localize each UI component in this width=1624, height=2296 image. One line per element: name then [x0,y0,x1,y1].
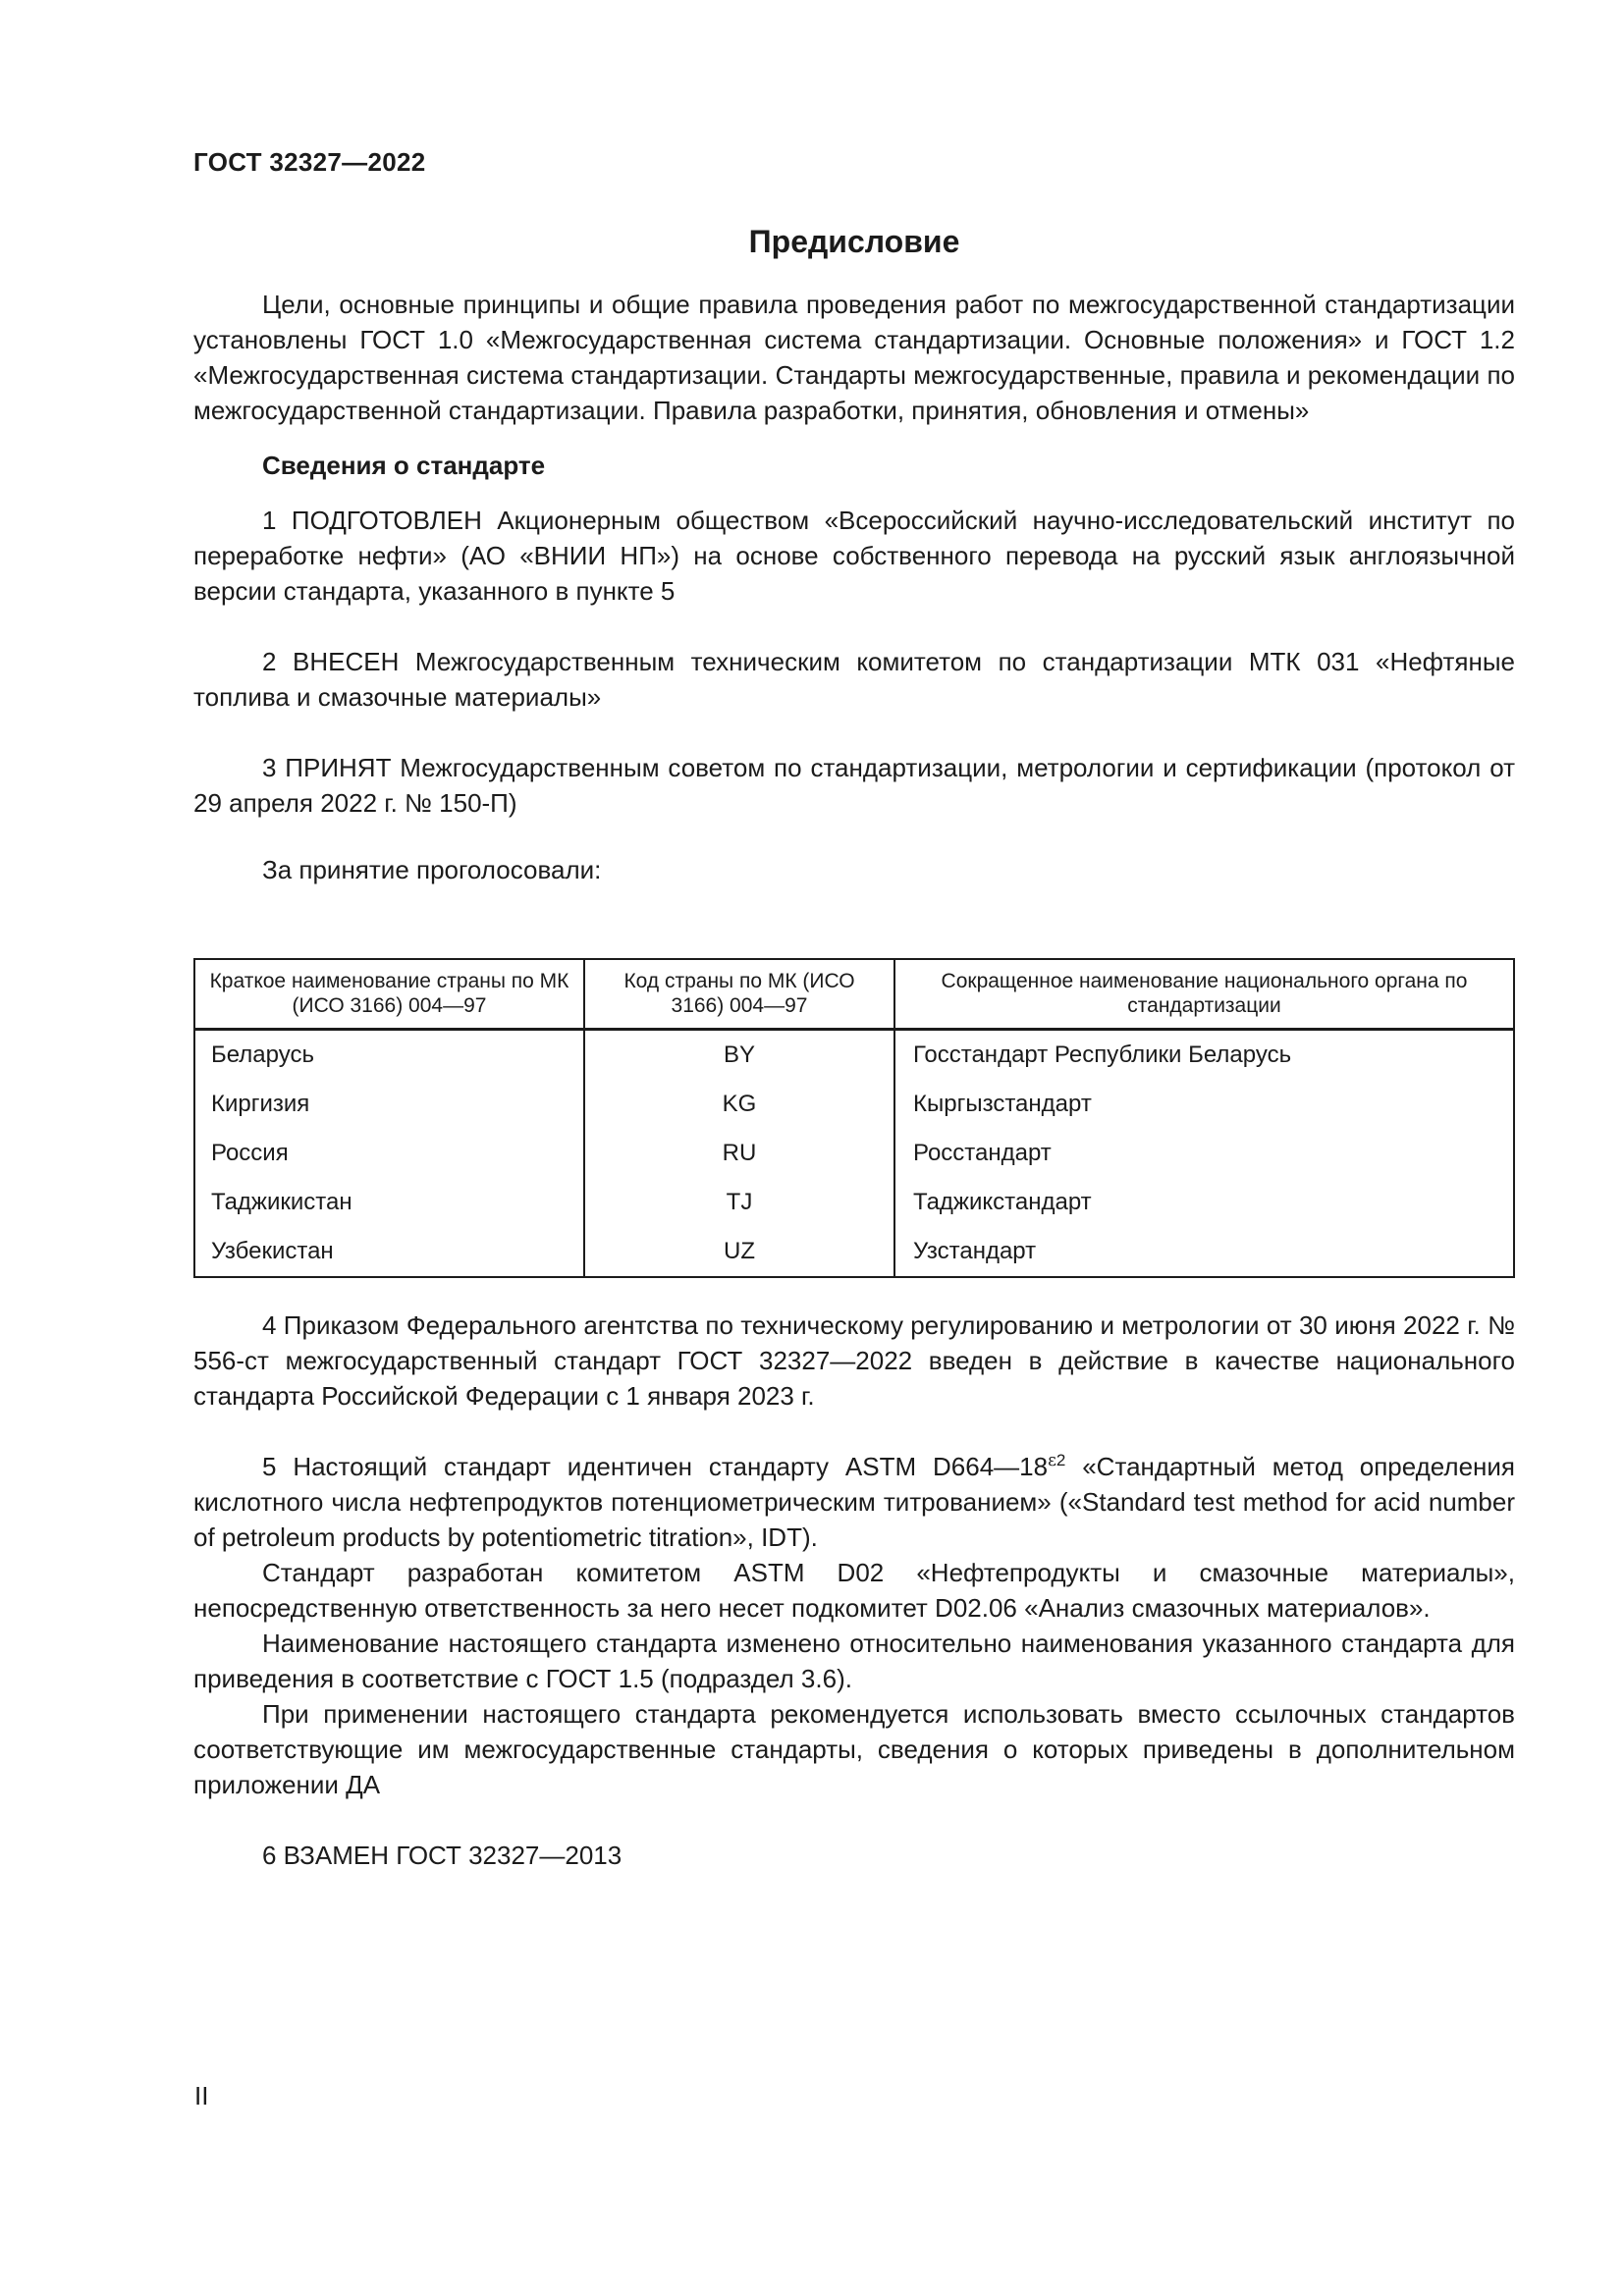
edition-number: 2 [1056,1451,1066,1469]
item-3-paragraph: 3 ПРИНЯТ Межгосударственным советом по стандартизации, метрологии и сертификации (протокол от 29 апреля 2022 г. № 150-П) [193,753,1515,818]
foreword-body [193,287,1515,887]
country-name-cell: Киргизия [211,1091,310,1117]
item-2-paragraph: 2 ВНЕСЕН Межгосударственным техническим комитетом по стандартизации МТК 031 «Нефтяные топлива и смазочные материалы» [193,647,1515,712]
voting-countries-table [193,958,1515,1278]
item-1-paragraph: 1 ПОДГОТОВЛЕН Акционерным обществом «Всероссийский научно-исследовательский институт по переработке нефти» (АО «ВНИИ НП») на основе собственного перевода на русский язык англоязычной версии стандарта, указанного в пункте 5 [193,506,1515,606]
edition-superscript [1048,1451,1065,1469]
standards-body-cell: Кыргызстандарт [894,1080,1514,1129]
name-change-paragraph: Наименование настоящего стандарта изменено относительно наименования указанного стандарта для приведения в соответствие с ГОСТ 1.5 (подраздел 3.6). [193,1629,1515,1693]
column-header-country-name: Краткое наименование страны по МК (ИСО 3166) 004—97 [194,959,584,1030]
committee-paragraph: Стандарт разработан комитетом ASTM D02 «Нефтепродукты и смазочные материалы», непосредственную ответственность за него несет подкомитет D02.06 «Анализ смазочных материалов». [193,1558,1515,1623]
country-name-cell: Россия [211,1140,289,1166]
country-code-cell: RU [584,1129,894,1178]
page-number: II [194,2081,209,2110]
item-6-paragraph: 6 ВЗАМЕН ГОСТ 32327—2013 [262,1841,623,1870]
country-name-cell: Таджикистан [211,1189,352,1215]
standards-body-cell: Узстандарт [894,1227,1514,1277]
column-header-standards-body: Сокращенное наименование национального органа по стандартизации [894,959,1514,1030]
standards-body-cell: Росстандарт [894,1129,1514,1178]
item-5-text: 5 Настоящий стандарт идентичен стандарту ASTM D664—18 [262,1452,1049,1481]
application-paragraph: При применении настоящего стандарта рекомендуется использовать вместо ссылочных стандартов соответствующие им межгосударственные стандарты, сведения о которых приведены в дополнительном приложении ДА [193,1699,1515,1799]
standards-body-cell: Таджикстандарт [894,1178,1514,1227]
table-row [194,1030,1514,1081]
standards-body-cell: Госстандарт Республики Беларусь [894,1030,1514,1081]
country-name-cell: Беларусь [211,1041,314,1068]
country-code-cell: UZ [584,1227,894,1277]
foreword-body-continued [193,1308,1515,1873]
item-5-paragraph [193,1449,1515,1555]
intro-paragraph: Цели, основные принципы и общие правила проведения работ по межгосударственной стандартизации установлены ГОСТ 1.0 «Межгосударственная система стандартизации. Основные положения» и ГОСТ 1.2 «Межгосударственная система стандартизации. Стандарты межгосударственные, правила и рекомендации по межгосударственной стандартизации. Правила разработки, принятия, обновления и отмены» [193,290,1515,425]
country-name-cell: Узбекистан [211,1238,334,1264]
table-row [194,1129,1514,1178]
table-header-row [194,959,1514,1030]
voted-label: За принятие проголосовали: [262,855,602,884]
table-row [194,1080,1514,1129]
country-code-cell: KG [584,1080,894,1129]
item-4-paragraph: 4 Приказом Федерального агентства по техническому регулированию и метрологии от 30 июня 2022 г. № 556-ст межгосударственный стандарт ГОСТ 32327—2022 введен в действие в качестве национального стандарта Российской Федерации с 1 января 2023 г. [193,1310,1515,1411]
page-title: Предисловие [748,224,960,259]
country-code-cell: BY [584,1030,894,1081]
table-row [194,1178,1514,1227]
table-row [194,1227,1514,1277]
section-heading: Сведения о стандарте [262,451,546,480]
epsilon-letter: ε [1048,1451,1056,1470]
item-5-text-continued: «Стандартный метод определения кислотного числа нефтепродуктов потенциометрическим титрованием» («Standard test method for acid number of petroleum products by potentiometric titration», IDT). [193,1452,1515,1552]
column-header-country-code: Код страны по МК (ИСО 3166) 004—97 [584,959,894,1030]
country-code-cell: TJ [584,1178,894,1227]
document-code-header: ГОСТ 32327—2022 [193,147,426,177]
